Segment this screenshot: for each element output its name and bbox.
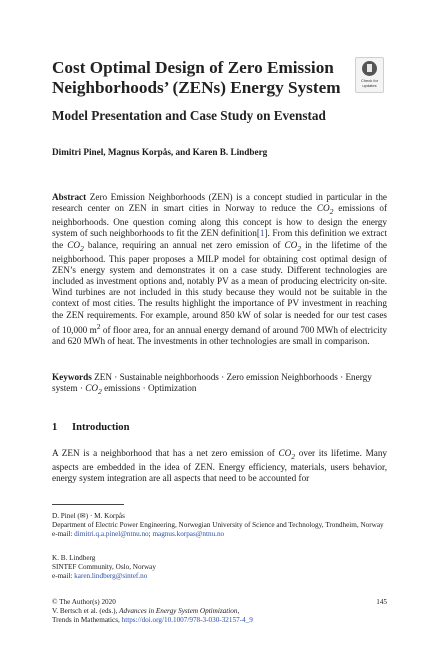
co2-symbol: $CO_2$ [316, 203, 334, 217]
m2-superscript: 2 [96, 321, 101, 331]
abstract-label: Abstract [52, 192, 87, 202]
co2-symbol: $CO_2$ [85, 383, 102, 397]
author-list: Dimitri Pinel, Magnus Korpås, and Karen B. Lindberg [52, 147, 268, 157]
keywords: Keywords ZEN · Sustainable neighborhoods · Zero emission Neighborhoods · Energy system · $CO_2$ emissions · Optimization [52, 372, 372, 397]
paper-title: Cost Optimal Design of Zero Emission Neighborhoods’ (ZENs) Energy System [52, 58, 341, 97]
crossmark-label: Check for updates [360, 78, 379, 88]
co2-symbol: $CO_2$ [278, 448, 296, 461]
email-link[interactable]: magnus.korpas@ntnu.no [152, 530, 225, 539]
email-link[interactable]: karen.lindberg@sintef.no [74, 572, 148, 581]
doi-link[interactable]: https://doi.org/10.1007/978-3-030-32157-4_9 [121, 616, 253, 625]
footnote-divider [52, 504, 124, 505]
crossmark-badge[interactable] [355, 57, 384, 93]
introduction-text: A ZEN is a neighborhood that has a net zero emission of $CO_2$ over its lifetime. Many aspects are embedded in the idea of ZEN. Energy efficiency, materials, users behavior, energy system integration are all aspects that need to be accounted for [52, 448, 388, 484]
email-link[interactable]: dimitri.q.a.pinel@ntnu.no [74, 530, 149, 539]
abstract: Abstract Zero Emission Neighborhoods (ZEN) is a concept studied in particular in the research center on ZEN in smart cities in Norway to reduce the $CO_2$ emissions of neighborhoods. One question coming along this concept is how to design the energy system of such neighborhoods to fit the ZEN definition[1]. From this definition we extract the $CO_2$ balance, requiring an annual net zero emission of $CO_2$ in the lifetime of the neighborhood. This paper proposes a MILP model for obtaining cost optimal design of ZEN’s energy system and demonstrates it on a case study. Different technologies are included as investment options and, notably PV as a mean of producing electricity on-site. Wind turbines are not included in this study because they would not be suitable in the context of most cities. The results highlight the importance of PV investment in reaching the ZEN requirements. For example, around 850 kW of solar is needed for our test cases of 10,000 $m^2$ of floor area, for an annual energy demand of around 700 MWh of electricity and 620 MWh of heat. The investments in other technologies are small in comparison. [52, 192, 388, 347]
section-title: Introduction [72, 422, 130, 433]
section-heading [52, 421, 130, 434]
page-number: 145 [376, 598, 387, 606]
section-number: 1 [52, 422, 58, 433]
keywords-label: Keywords [52, 372, 92, 382]
author-affiliation-1: D. Pinel (✉) · M. Korpås Department of Electric Power Engineering, Norwegian University of Science and Technology, Trondheim, Norway e-mail: dimitri.q.a.pinel@ntnu.no; magnus.korpas@ntnu.no [52, 512, 384, 539]
book-title: Advances in Energy System Optimization [119, 607, 238, 616]
copyright-block: © The Author(s) 2020 V. Bertsch et al. (eds.), Advances in Energy System Optimization, Trends in Mathematics, https://doi.org/10.1007/978-3-030-32157-4_9 [52, 598, 253, 625]
co2-symbol: $CO_2$ [284, 239, 302, 253]
co2-symbol: $CO_2$ [67, 239, 84, 253]
paper-subtitle: Model Presentation and Case Study on Evenstad [52, 108, 326, 123]
author-affiliation-2: K. B. Lindberg SINTEF Community, Oslo, Norway e-mail: karen.lindberg@sintef.no [52, 554, 156, 581]
crossmark-icon [362, 61, 377, 76]
citation-link[interactable]: 1 [259, 228, 265, 239]
